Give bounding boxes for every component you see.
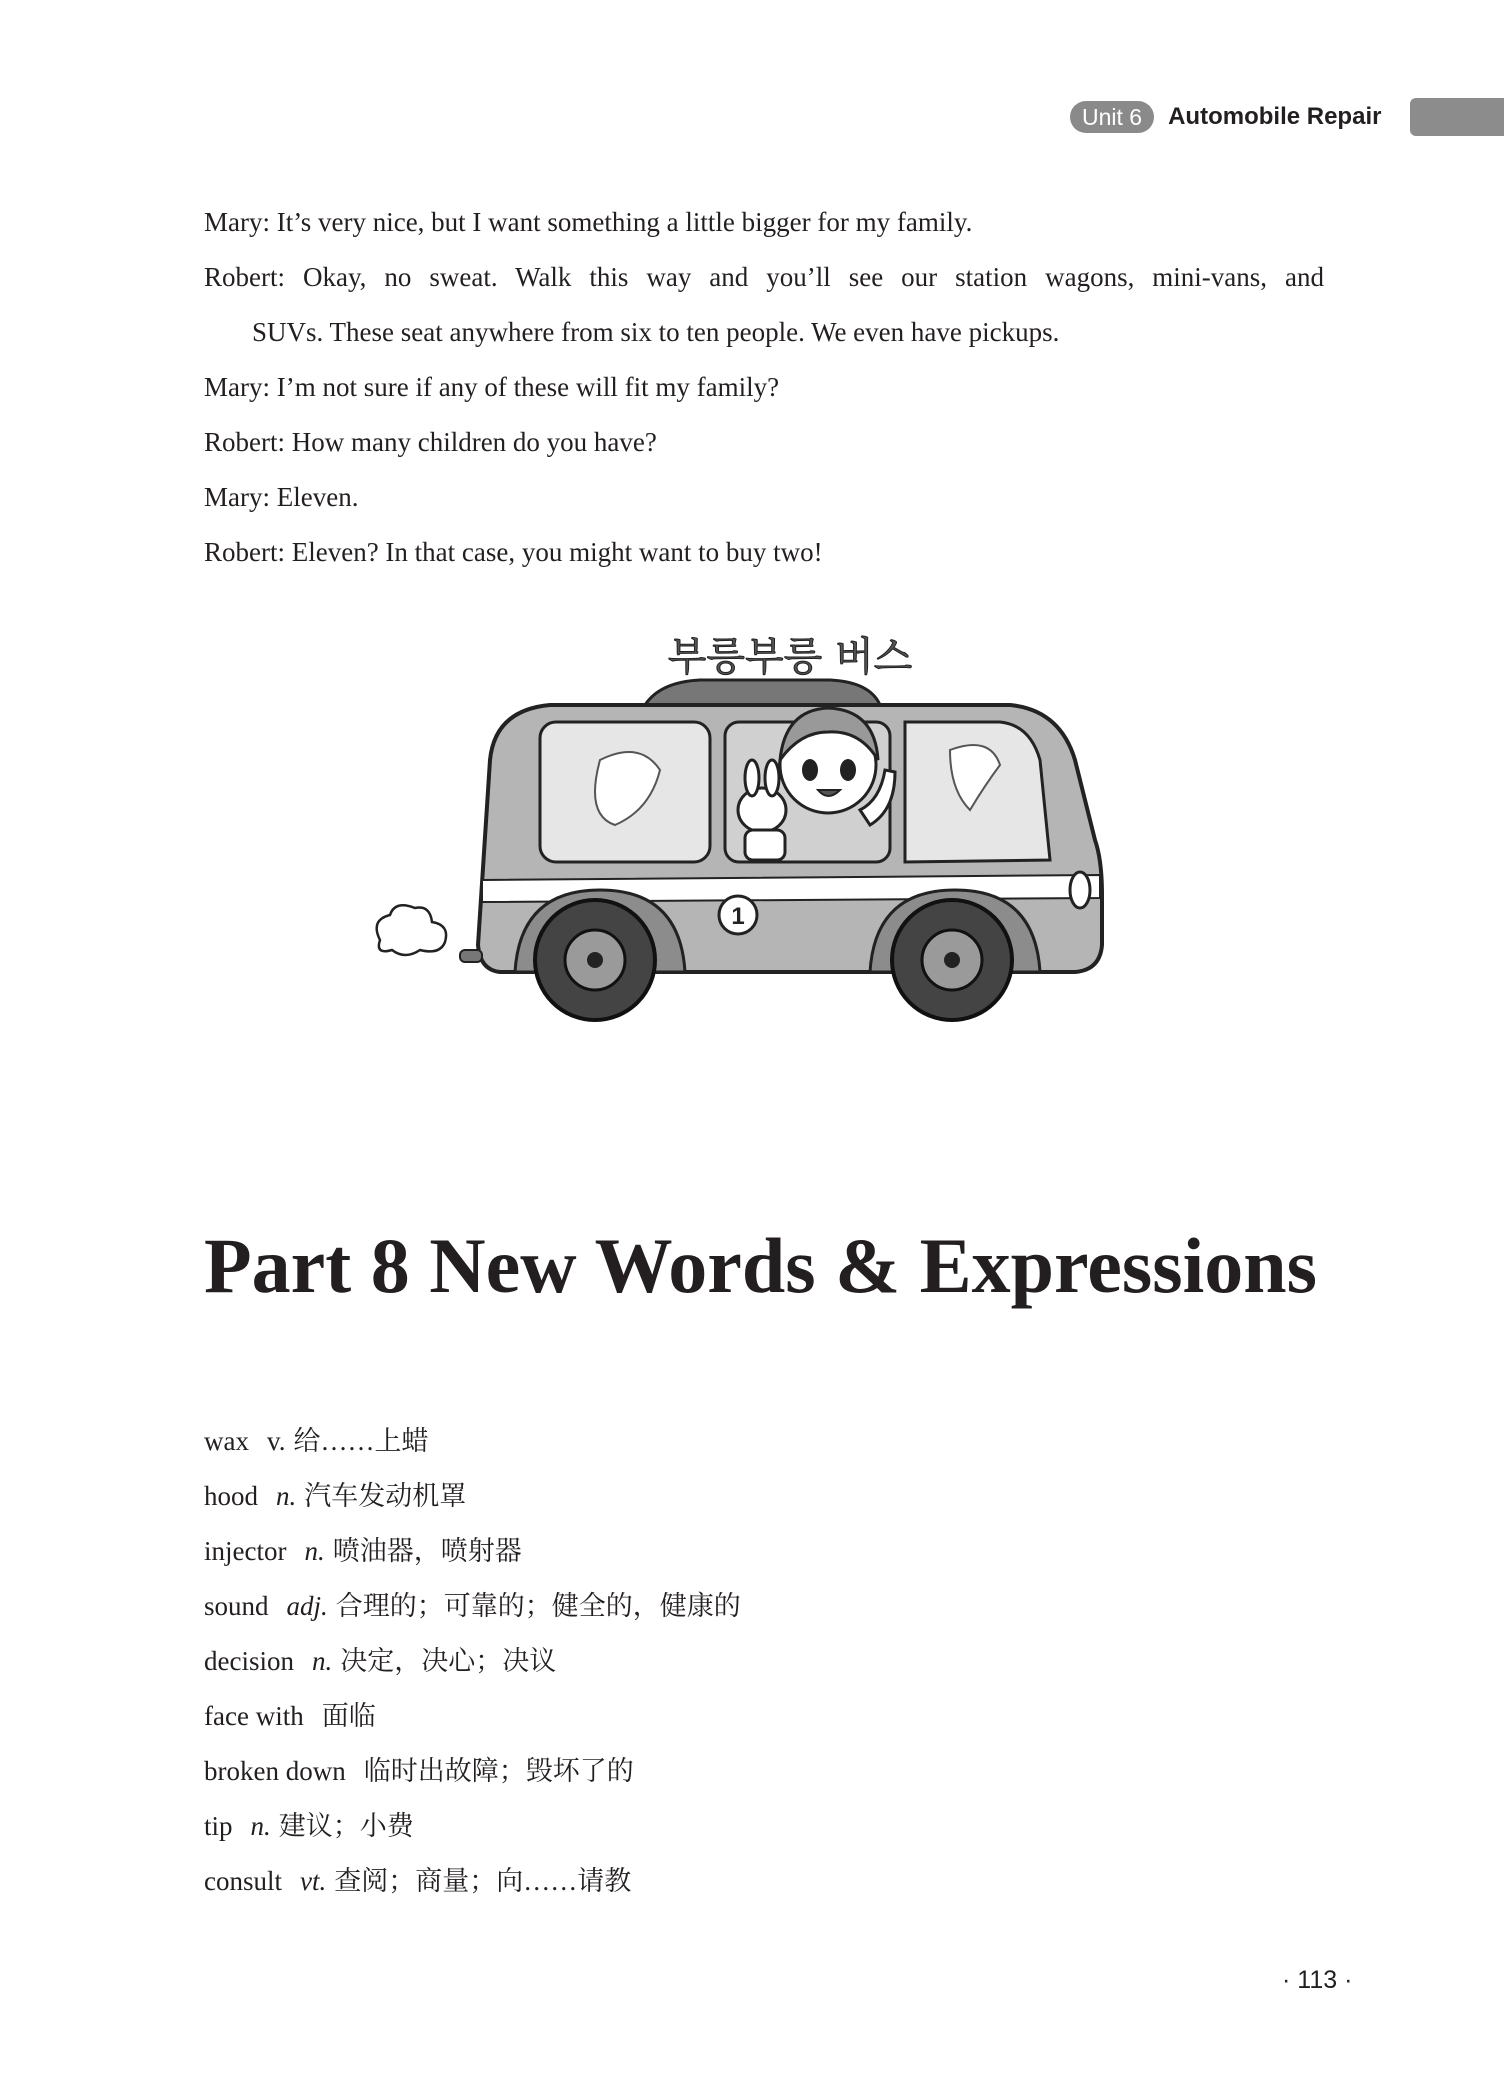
vocab-item bbox=[204, 1854, 1104, 1909]
unit-title: Automobile Repair bbox=[1168, 103, 1389, 131]
page-number: · 113 · bbox=[1282, 1966, 1353, 1994]
rear-hub bbox=[587, 952, 603, 968]
vocab-item bbox=[204, 1414, 1104, 1469]
vocab-word: face with bbox=[204, 1701, 304, 1731]
vocab-word: decision bbox=[204, 1646, 294, 1676]
vocab-item bbox=[204, 1579, 1104, 1634]
vocab-meaning: 喷油器，喷射器 bbox=[332, 1536, 522, 1566]
girl-eye bbox=[840, 759, 856, 781]
header-tab-bar bbox=[1410, 98, 1504, 136]
dialogue-line: Robert: How many children do you have? bbox=[204, 427, 657, 457]
vocab-meaning: 查阅；商量；向……请教 bbox=[334, 1866, 632, 1896]
unit-label: Unit 6 bbox=[1070, 101, 1154, 133]
vocab-meaning: 建议；小费 bbox=[278, 1811, 414, 1841]
vocab-word: consult bbox=[204, 1866, 282, 1896]
dialogue-line: Mary: It’s very nice, but I want something a little bigger for my family. bbox=[204, 207, 973, 237]
headlight bbox=[1070, 872, 1090, 908]
bunny-ear bbox=[745, 760, 759, 796]
vocab-pos: n. bbox=[250, 1811, 271, 1841]
vocab-item bbox=[204, 1524, 1104, 1579]
vocab-pos: vt. bbox=[300, 1866, 327, 1896]
bunny-ear bbox=[765, 760, 779, 796]
vocab-item bbox=[204, 1469, 1104, 1524]
bunny-body bbox=[745, 830, 785, 860]
vocab-word: wax bbox=[204, 1426, 249, 1456]
vocab-pos: adj. bbox=[286, 1591, 328, 1621]
bus-caption: 부릉부릉 버스 bbox=[667, 634, 913, 680]
vocab-word: tip bbox=[204, 1811, 233, 1841]
vocab-pos: v. bbox=[266, 1426, 286, 1456]
bus-number: 1 bbox=[731, 903, 745, 930]
bus-illustration bbox=[360, 610, 1120, 1040]
dialogue-line: Robert: Okay, no sweat. Walk this way and you’ll see our station wagons, mini-vans, and bbox=[204, 262, 1324, 292]
running-header bbox=[1070, 98, 1504, 136]
vocab-meaning: 合理的；可靠的；健全的，健康的 bbox=[335, 1591, 741, 1621]
vocab-word: broken down bbox=[204, 1756, 346, 1786]
vocab-meaning: 给……上蜡 bbox=[293, 1426, 429, 1456]
dialogue-line: SUVs. These seat anywhere from six to ten people. We even have pickups. bbox=[252, 317, 1060, 347]
vocab-word: hood bbox=[204, 1481, 258, 1511]
exhaust-cloud bbox=[377, 905, 446, 955]
roof-rack bbox=[645, 680, 880, 705]
vocab-pos: n. bbox=[276, 1481, 297, 1511]
exhaust-pipe bbox=[460, 950, 482, 962]
vocab-word: sound bbox=[204, 1591, 269, 1621]
vocab-meaning: 汽车发动机罩 bbox=[304, 1481, 467, 1511]
vocab-item bbox=[204, 1634, 1104, 1689]
vocab-item bbox=[204, 1744, 1104, 1799]
vocab-meaning: 决定，决心；决议 bbox=[340, 1646, 557, 1676]
vocab-item bbox=[204, 1689, 1104, 1744]
vocab-item bbox=[204, 1799, 1104, 1854]
bunny-head bbox=[738, 788, 786, 832]
dialogue bbox=[204, 195, 1324, 580]
section-title: Part 8 New Words & Expressions bbox=[204, 1222, 1317, 1309]
vocabulary-list bbox=[204, 1414, 1104, 1909]
dialogue-line: Robert: Eleven? In that case, you might want to buy two! bbox=[204, 537, 823, 567]
vocab-pos: n. bbox=[304, 1536, 325, 1566]
front-hub bbox=[944, 952, 960, 968]
vocab-meaning: 临时出故障；毁坏了的 bbox=[363, 1756, 634, 1786]
vocab-word: injector bbox=[204, 1536, 287, 1566]
dialogue-line: Mary: Eleven. bbox=[204, 482, 359, 512]
dialogue-line: Mary: I’m not sure if any of these will fit my family? bbox=[204, 372, 780, 402]
vocab-pos: n. bbox=[311, 1646, 333, 1676]
girl-eye bbox=[802, 759, 818, 781]
vocab-meaning: 面临 bbox=[321, 1701, 376, 1731]
